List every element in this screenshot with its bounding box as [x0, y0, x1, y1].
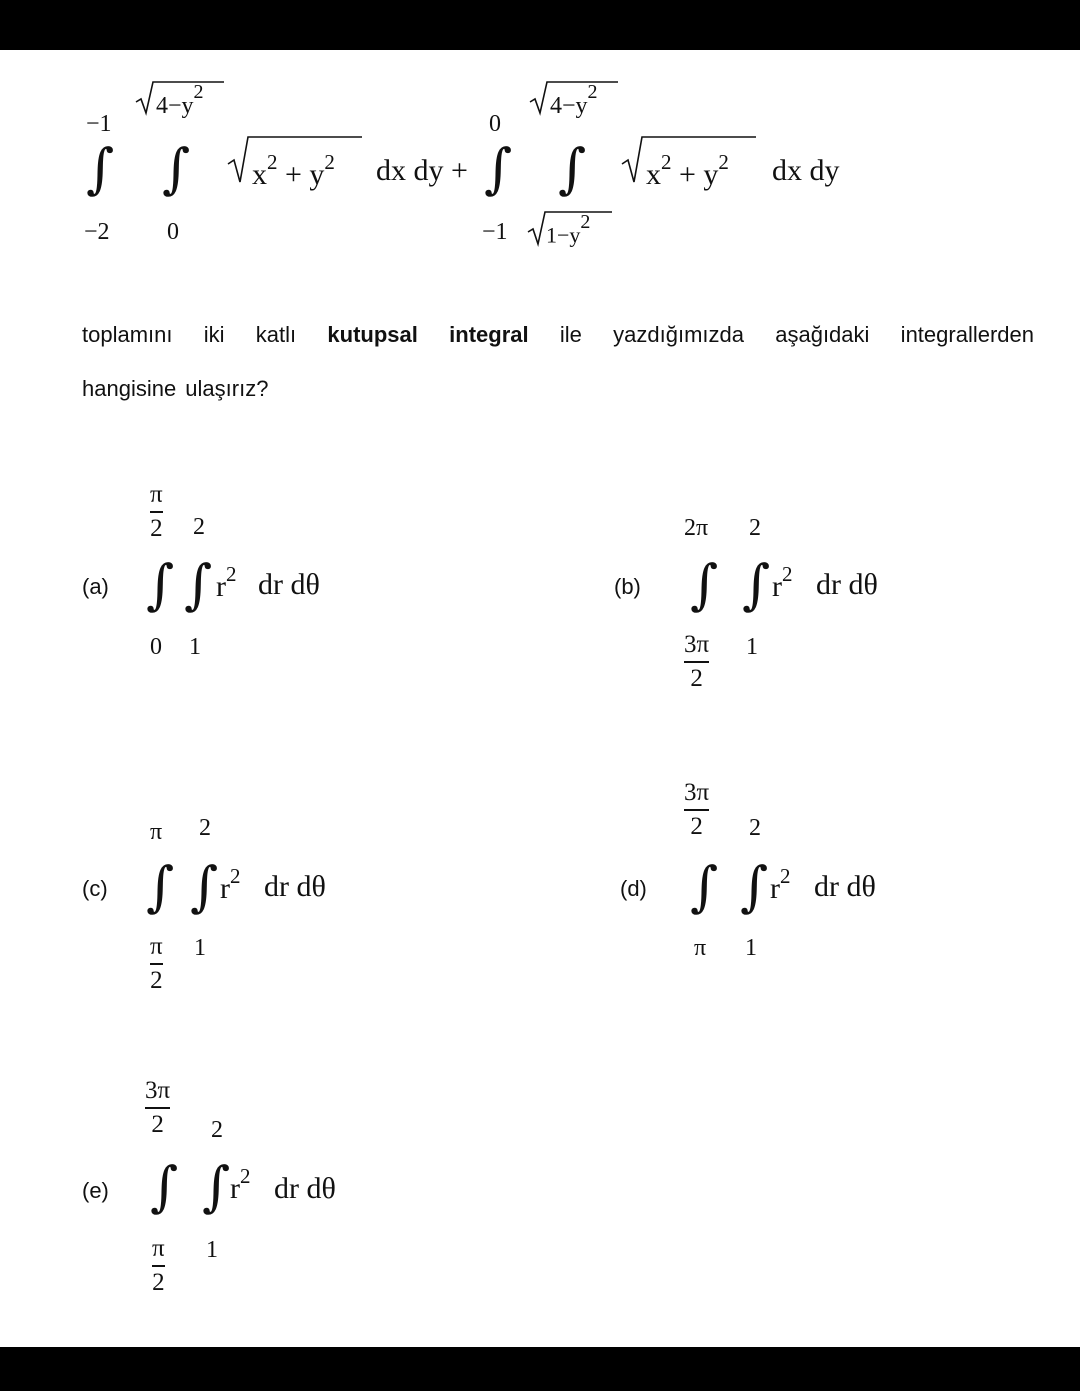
differential: dr dθ — [258, 568, 320, 601]
differential: dr dθ — [274, 1172, 336, 1205]
outer-lower-limit: π 2 — [152, 1235, 165, 1296]
outer-upper-limit: π — [150, 819, 163, 845]
integral-sign: ∫ — [86, 137, 115, 200]
term2-integrand: $x^2 + y^2$ — [646, 150, 729, 191]
integrand: $r^2$ — [772, 562, 793, 603]
integral-sign: ∫ — [690, 553, 719, 616]
differential: dr dθ — [264, 870, 326, 903]
term1-inner-lower-limit: 0 — [167, 219, 179, 245]
integrand: $r^2$ — [230, 1164, 251, 1205]
integral-sign: ∫ — [190, 855, 219, 918]
option-label: (d) — [620, 876, 647, 901]
term1-integrand: $x^2 + y^2$ — [252, 150, 335, 191]
outer-upper-limit: π 2 — [150, 481, 163, 542]
term2-outer-lower-limit: −1 — [482, 219, 508, 245]
term1-inner-upper-limit: 4−y — [156, 93, 194, 119]
integrand: $r^2$ — [770, 864, 791, 905]
option-label: (e) — [82, 1178, 109, 1203]
integral-sign: ∫ — [742, 553, 771, 616]
integral-sign: ∫ — [740, 855, 769, 918]
integral-sign: ∫ — [184, 553, 213, 616]
outer-upper-limit: 3π 2 — [145, 1077, 171, 1138]
integral-sign: ∫ — [150, 1155, 179, 1218]
document-page — [0, 50, 1080, 1347]
integrand: $r^2$ — [216, 562, 237, 603]
inner-upper-limit: 2 — [211, 1117, 223, 1143]
integral-sign: ∫ — [690, 855, 719, 918]
term1-outer-upper-limit: −1 — [86, 111, 112, 137]
option-label: (a) — [82, 574, 109, 599]
inner-upper-limit: 2 — [199, 815, 211, 841]
integral-sign: ∫ — [146, 553, 175, 616]
bold-term: kutupsal — [327, 322, 418, 347]
outer-upper-limit: 2π — [684, 515, 709, 541]
integral-sign: ∫ — [162, 137, 191, 200]
integrand: $r^2$ — [220, 864, 241, 905]
question-line-1: toplamını iki katlı kutupsal integral ile yazdığımızda aşağıdaki integrallerden — [82, 322, 1034, 347]
inner-upper-limit: 2 — [193, 514, 205, 540]
outer-lower-limit: π 2 — [150, 933, 163, 994]
inner-lower-limit: 1 — [746, 634, 758, 660]
integral-sign: ∫ — [202, 1155, 231, 1218]
term2-inner-lower-limit: 1−y — [546, 222, 581, 248]
inner-lower-limit: 1 — [189, 634, 201, 660]
term1-differential: dx dy + — [376, 154, 468, 187]
term2-differential: dx dy — [772, 154, 840, 187]
inner-lower-limit: 1 — [194, 935, 206, 961]
term2-inner-upper-limit: 4−y — [550, 93, 588, 119]
term1-outer-lower-limit: −2 — [84, 219, 110, 245]
inner-lower-limit: 1 — [745, 935, 757, 961]
differential: dr dθ — [816, 568, 878, 601]
differential: dr dθ — [814, 870, 876, 903]
exponent: 2 — [587, 81, 598, 103]
bold-term: integral — [449, 322, 529, 347]
integral-sign: ∫ — [484, 137, 513, 200]
integral-sign: ∫ — [146, 855, 175, 918]
outer-upper-limit: 3π 2 — [684, 779, 710, 840]
integral-sign: ∫ — [558, 137, 587, 200]
inner-upper-limit: 2 — [749, 515, 761, 541]
exponent: 2 — [580, 211, 591, 233]
option-label: (b) — [614, 574, 641, 599]
exponent: 2 — [193, 81, 204, 103]
outer-lower-limit: 0 — [150, 634, 162, 660]
option-label: (c) — [82, 876, 108, 901]
outer-lower-limit: π — [694, 935, 707, 961]
inner-lower-limit: 1 — [206, 1237, 218, 1263]
inner-upper-limit: 2 — [749, 815, 761, 841]
question-line-2: hangisine ulaşırız? — [82, 376, 269, 401]
outer-lower-limit: 3π 2 — [684, 631, 710, 692]
term2-outer-upper-limit: 0 — [489, 111, 501, 137]
